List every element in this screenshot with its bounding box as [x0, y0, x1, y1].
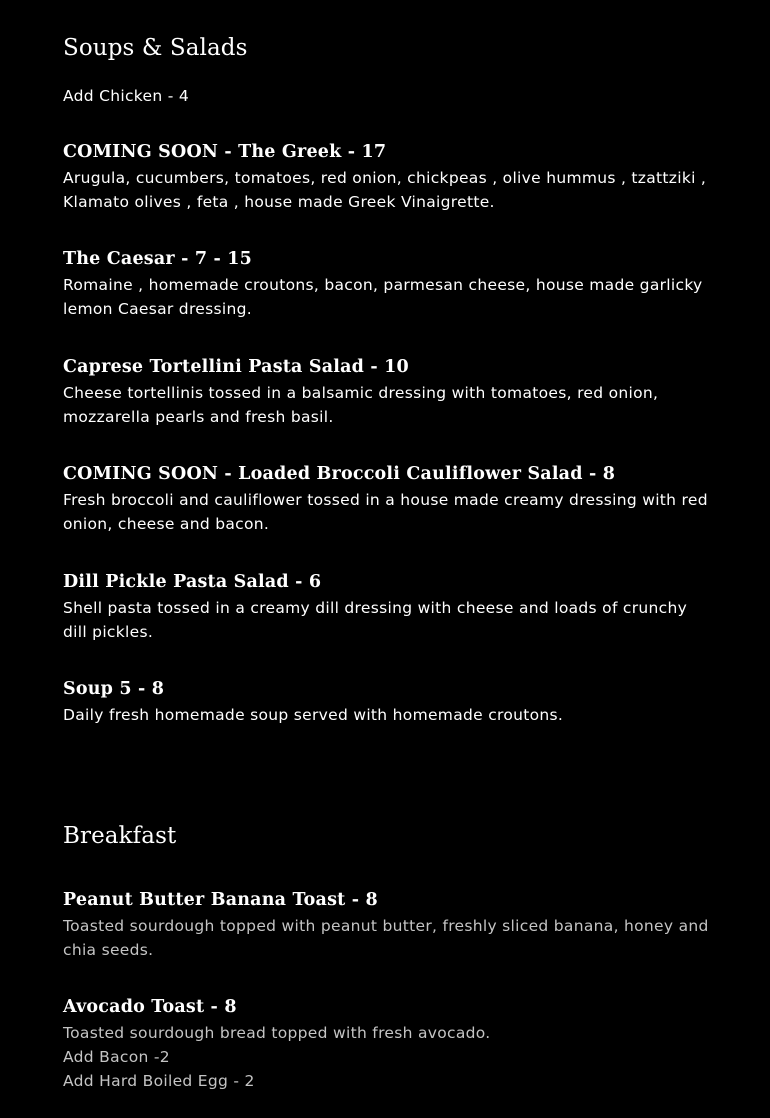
menu-item-caesar	[63, 247, 713, 321]
breakfast-heading: Breakfast	[63, 823, 177, 849]
description-line: Toasted sourdough bread topped with fresh avocado.	[63, 1024, 491, 1042]
menu-item-avocado-toast	[63, 995, 713, 1093]
item-name: Caprese Tortellini Pasta Salad - 10	[63, 357, 409, 377]
menu-item-broccoli-cauliflower	[63, 462, 713, 536]
item-name: The Caesar - 7 - 15	[63, 249, 253, 269]
item-description: Arugula, cucumbers, tomatoes, red onion, chickpeas , olive hummus , tzattziki , Klamato olives , feta , house made Greek Vinaigrette.	[63, 169, 707, 211]
item-description	[63, 1021, 713, 1093]
menu-item-caprese-tortellini	[63, 355, 713, 429]
menu-item-pb-banana-toast	[63, 888, 713, 962]
menu-item-greek	[63, 140, 713, 214]
item-description: Fresh broccoli and cauliflower tossed in a house made creamy dressing with red onion, cheese and bacon.	[63, 491, 708, 533]
add-egg-line: Add Hard Boiled Egg - 2	[63, 1072, 255, 1090]
item-name: COMING SOON - The Greek - 17	[63, 142, 387, 162]
item-description: Cheese tortellinis tossed in a balsamic dressing with tomatoes, red onion, mozzarella pearls and fresh basil.	[63, 384, 659, 426]
item-description: Romaine , homemade croutons, bacon, parmesan cheese, house made garlicky lemon Caesar dressing.	[63, 276, 703, 318]
item-description: Daily fresh homemade soup served with homemade croutons.	[63, 706, 564, 724]
soups-salads-heading: Soups & Salads	[63, 35, 248, 61]
item-name: COMING SOON - Loaded Broccoli Cauliflower Salad - 8	[63, 464, 616, 484]
item-name: Avocado Toast - 8	[63, 997, 237, 1017]
add-bacon-line: Add Bacon -2	[63, 1048, 170, 1066]
item-description: Shell pasta tossed in a creamy dill dressing with cheese and loads of crunchy dill pickles.	[63, 599, 688, 641]
item-name: Dill Pickle Pasta Salad - 6	[63, 572, 322, 592]
menu-item-soup	[63, 677, 713, 727]
item-name: Peanut Butter Banana Toast - 8	[63, 890, 378, 910]
add-chicken-note: Add Chicken - 4	[63, 87, 190, 105]
item-description: Toasted sourdough topped with peanut butter, freshly sliced banana, honey and chia seeds.	[63, 917, 709, 959]
menu-item-dill-pickle	[63, 570, 713, 644]
item-name: Soup 5 - 8	[63, 679, 165, 699]
